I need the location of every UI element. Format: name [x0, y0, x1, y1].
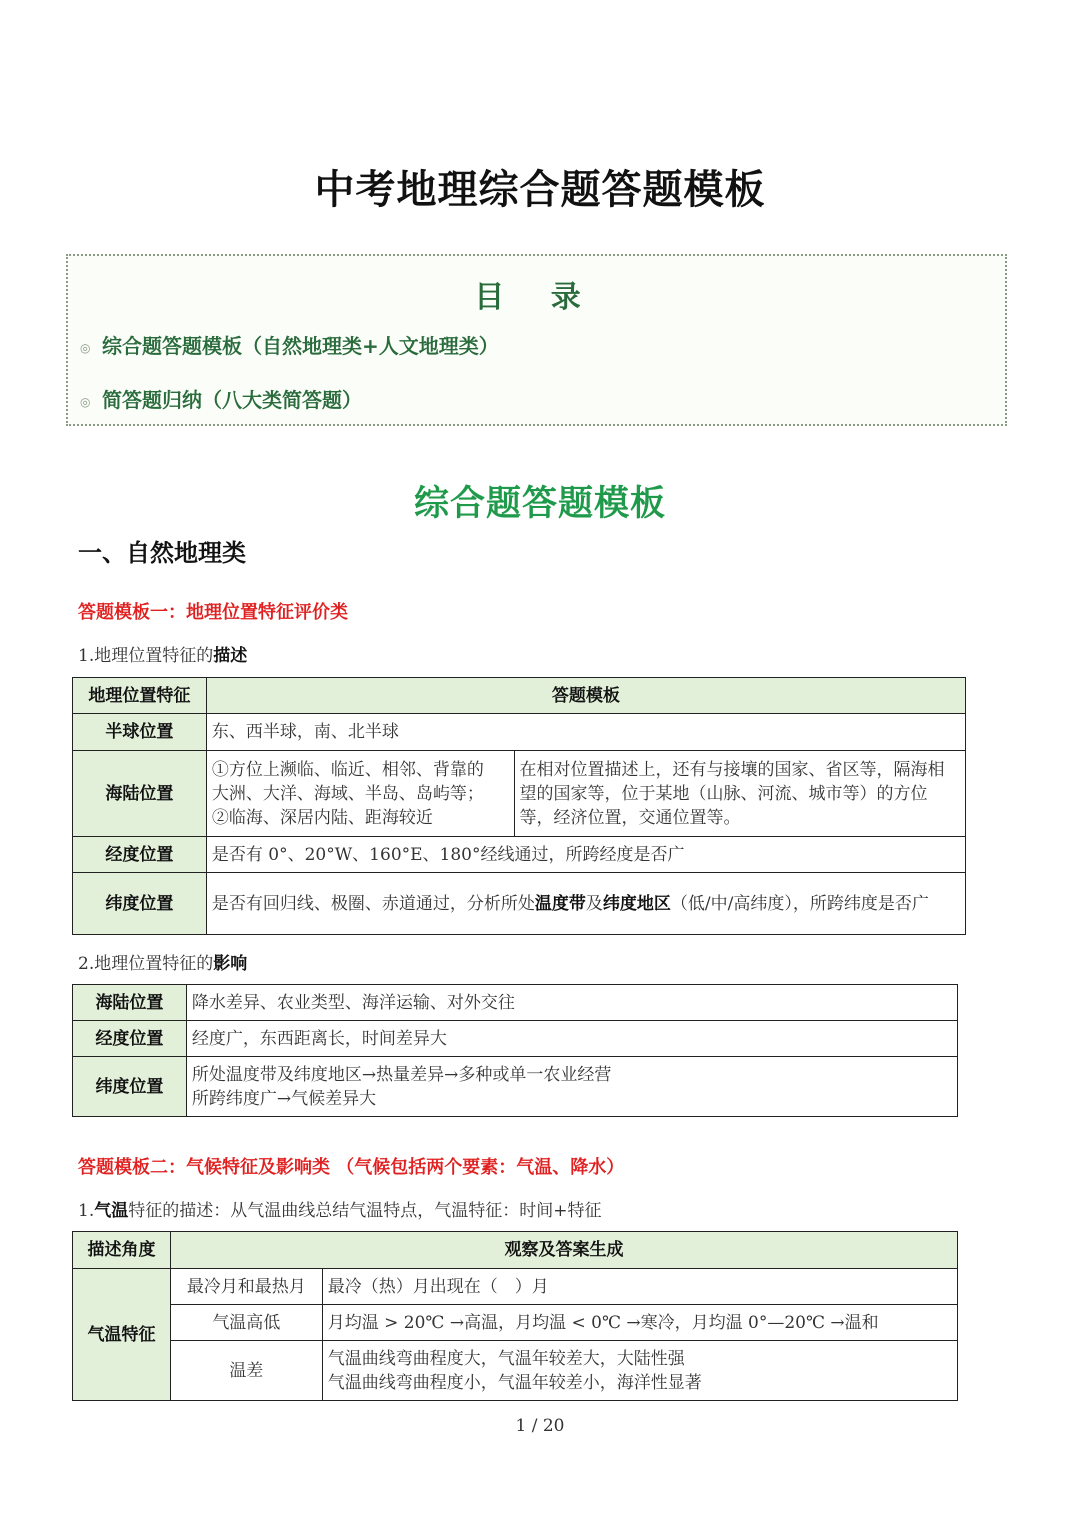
- row-content: 是否有回归线、极圈、赤道通过，分析所处温度带及纬度地区（低/中/高纬度），所跨纬度是否广: [206, 873, 965, 935]
- row-group-label: 气温特征: [73, 1269, 171, 1401]
- aspect-cell: 气温高低: [170, 1305, 322, 1341]
- page-title: 中考地理综合题答题模板: [314, 167, 766, 213]
- subheading-temperature: 1.气温特征的描述：从气温曲线总结气温特点，气温特征：时间+特征: [78, 1201, 602, 1221]
- table-row: [73, 751, 966, 837]
- toc-item-label: 简答题归纳（八大类简答题）: [102, 388, 362, 412]
- location-impact-table: [72, 984, 958, 1117]
- table-of-contents: [66, 254, 1007, 426]
- row-content: 气温曲线弯曲程度大，气温年较差大，大陆性强 气温曲线弯曲程度小，气温年较差小，海洋性显著: [322, 1341, 957, 1401]
- table-row: [73, 985, 958, 1021]
- row-content: 东、西半球，南、北半球: [206, 714, 965, 751]
- toc-item-label: 综合题答题模板（自然地理类+人文地理类）: [102, 334, 499, 358]
- row-label: 海陆位置: [73, 985, 187, 1021]
- table-header: 观察及答案生成: [170, 1232, 957, 1269]
- page-number: 1 / 20: [515, 1416, 565, 1436]
- row-label: 经度位置: [73, 1021, 187, 1057]
- row-content: 是否有 0°、20°W、160°E、180°经线通过，所跨经度是否广: [206, 837, 965, 873]
- bullet-icon: ◎: [80, 340, 91, 355]
- row-content: 月均温 > 20℃ →高温，月均温 < 0℃ →寒冷，月均温 0°—20℃ →温和: [322, 1305, 957, 1341]
- template-heading-1: 答题模板一：地理位置特征评价类: [78, 602, 348, 623]
- table-row: [73, 1269, 958, 1305]
- table-header: 描述角度: [73, 1232, 171, 1269]
- row-content: 在相对位置描述上，还有与接壤的国家、省区等，隔海相望的国家等，位于某地（山脉、河流、城市等）的方位等，经济位置，交通位置等。: [514, 751, 965, 837]
- row-label: 经度位置: [73, 837, 207, 873]
- row-label: 纬度位置: [73, 1057, 187, 1117]
- bullet-icon: ◎: [80, 394, 91, 409]
- subheading-describe: 1.地理位置特征的描述: [78, 646, 248, 666]
- row-content: 经度广，东西距离长，时间差异大: [186, 1021, 957, 1057]
- row-label: 纬度位置: [73, 873, 207, 935]
- toc-item-2[interactable]: [80, 384, 362, 413]
- table-row: [73, 1057, 958, 1117]
- aspect-cell: 温差: [170, 1341, 322, 1401]
- row-label: 海陆位置: [73, 751, 207, 837]
- section-title: 综合题答题模板: [413, 484, 666, 524]
- aspect-cell: 最冷月和最热月: [170, 1269, 322, 1305]
- row-label: 半球位置: [73, 714, 207, 751]
- row-content: 最冷（热）月出现在（ ）月: [322, 1269, 957, 1305]
- temperature-table: [72, 1231, 958, 1401]
- table-header: 答题模板: [206, 678, 965, 714]
- table-row: [73, 714, 966, 751]
- toc-heading: 目 录: [474, 280, 599, 315]
- table-row: [73, 1305, 958, 1341]
- table-row: [73, 873, 966, 935]
- template-heading-2: 答题模板二：气候特征及影响类 （气候包括两个要素：气温、降水）: [78, 1157, 625, 1178]
- table-row: [73, 1021, 958, 1057]
- toc-item-1[interactable]: [80, 330, 499, 359]
- table-header: 地理位置特征: [73, 678, 207, 714]
- row-content: 降水差异、农业类型、海洋运输、对外交往: [186, 985, 957, 1021]
- subheading-impact: 2.地理位置特征的影响: [78, 954, 248, 974]
- location-description-table: [72, 677, 966, 935]
- row-content: 所处温度带及纬度地区→热量差异→多种或单一农业经营 所跨纬度广→气候差异大: [186, 1057, 957, 1117]
- table-row: [73, 1341, 958, 1401]
- part-heading: 一、自然地理类: [78, 539, 246, 567]
- row-content: ①方位上濒临、临近、相邻、背靠的 大洲、大洋、海域、半岛、岛屿等； ②临海、深居内陆、距海较近: [206, 751, 514, 837]
- table-row: [73, 837, 966, 873]
